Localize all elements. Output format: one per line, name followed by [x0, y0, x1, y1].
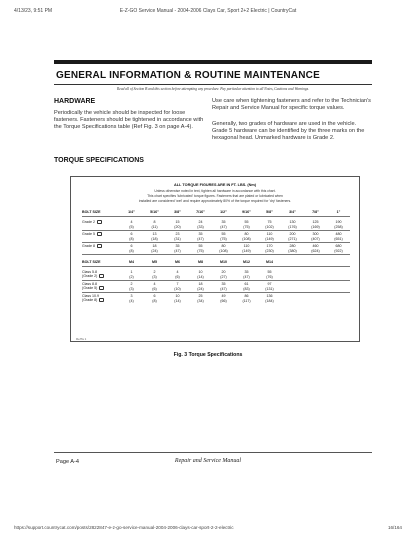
- hardware-left-text: Periodically the vehicle should be inspected for loose fasteners. Fasteners should be tightened in accordance with the Torque Specifications table (Ref Fig. 3 on page A-4).: [54, 110, 204, 131]
- table-cell: 35 (47): [174, 244, 181, 253]
- table-cell: 35 (47): [220, 220, 227, 229]
- table-cell: 190 (258): [334, 220, 343, 229]
- bolt-head-icon: [97, 244, 102, 248]
- print-page-title: E-Z-GO Service Manual - 2004-2006 Clays Car, Sport 2+2 Electric | CountryCat: [119, 8, 297, 14]
- table-cell: 13 (18): [151, 232, 158, 241]
- torque-table-line-3: installed are considered 'wet' and require approximately 80% of the torque required for 'dry' fasteners.: [138, 199, 292, 203]
- table-cell: 35 (47): [197, 232, 204, 241]
- column-header: M4: [129, 260, 134, 264]
- table-cell: 110 (149): [242, 244, 251, 253]
- table-cell: 3 (4): [129, 294, 134, 303]
- table-cell: 280 (380): [288, 244, 297, 253]
- table-cell: 80 (108): [242, 232, 251, 241]
- row-label: Grade 2: [82, 220, 120, 224]
- row-label: Class 5.8 (Grade 2): [82, 270, 120, 278]
- table-cell: 86 (117): [242, 294, 251, 303]
- table-cell: 75 (102): [265, 220, 274, 229]
- table-cell: 97 (131): [265, 282, 274, 291]
- table-cell: 55 (75): [220, 232, 227, 241]
- section-title: GENERAL INFORMATION & ROUTINE MAINTENANCE: [56, 70, 320, 81]
- bolt-head-icon: [99, 286, 104, 290]
- table-cell: 2 (3): [152, 270, 157, 279]
- table-row: [82, 220, 350, 229]
- row-divider: [82, 292, 350, 293]
- metric-header-row: [82, 260, 350, 265]
- table-cell: 23 (31): [174, 232, 181, 241]
- table-cell: 6 (8): [129, 232, 134, 241]
- table-cell: 460 (624): [311, 244, 320, 253]
- column-header: M14: [266, 260, 273, 264]
- bolt-head-icon: [97, 220, 102, 224]
- hardware-right-text-1: Use care when tightening fasteners and refer to the Technician's Repair and Service Manual for specific torque values.: [212, 98, 371, 112]
- hardware-heading: HARDWARE: [54, 98, 96, 105]
- torque-table-line-2: This chart specifies 'lubricated' torque figures. Fasteners that are plated or lubricated when: [147, 194, 283, 198]
- table-cell: 15 (20): [174, 220, 181, 229]
- table-row: [82, 232, 350, 241]
- table-row: [82, 244, 350, 253]
- metric-header-rule: [82, 266, 350, 267]
- footer-divider: [54, 452, 372, 453]
- row-label: Class 10.9 (Grade 8): [82, 294, 120, 302]
- table-cell: 6 (8): [152, 294, 157, 303]
- print-page-count: 16/164: [387, 525, 402, 530]
- table-cell: 4 (6): [152, 282, 157, 291]
- table-cell: 110 (149): [265, 232, 274, 241]
- column-header: M6: [175, 260, 180, 264]
- table-cell: 4 (6): [175, 270, 180, 279]
- print-url: https://support.countrycat.com/posts/2822847-e-z-go-service-manual-2004-2006-clays-car-sport-2-2-electric: [14, 525, 234, 530]
- table-cell: 55 (75): [197, 244, 204, 253]
- row-label: Grade 5: [82, 232, 120, 236]
- column-header: 3/4": [289, 210, 296, 214]
- table-cell: 35 (47): [220, 282, 227, 291]
- column-header: 5/16": [150, 210, 159, 214]
- row-label: Grade 8: [82, 244, 120, 248]
- table-cell: 8 (11): [151, 220, 158, 229]
- table-ref-code: RefTa 1: [76, 337, 87, 341]
- row-label: Class 8.8 (Grade 5): [82, 282, 120, 290]
- table-cell: 480 (651): [334, 232, 343, 241]
- column-header: M10: [220, 260, 227, 264]
- section-top-bar: [54, 60, 372, 64]
- table-cell: 55 (76): [266, 270, 273, 279]
- print-datetime: 4/13/23, 9:51 PM: [14, 8, 53, 14]
- column-header: 1/2": [220, 210, 227, 214]
- table-cell: 35 (47): [243, 270, 250, 279]
- imperial-header-row: [82, 210, 350, 215]
- table-cell: 20 (27): [220, 270, 227, 279]
- imperial-header-rule: [82, 216, 350, 217]
- column-header: M12: [243, 260, 250, 264]
- bolt-head-icon: [99, 298, 104, 302]
- hardware-right-text-2: Generally, two grades of hardware are used in the vehicle. Grade 5 hardware can be identified by the three marks on the hexagonal head. Unmarked hardware is Grade 2.: [212, 121, 365, 142]
- column-header: 9/16": [242, 210, 251, 214]
- table-cell: 125 (169): [311, 220, 320, 229]
- table-cell: 18 (24): [151, 244, 158, 253]
- print-header: [14, 8, 402, 14]
- column-header: BOLT SIZE: [82, 260, 101, 264]
- column-header: 7/8": [312, 210, 319, 214]
- column-header: BOLT SIZE: [82, 210, 101, 214]
- table-cell: 49 (66): [220, 294, 227, 303]
- table-cell: 61 (83): [243, 282, 250, 291]
- column-header: 3/8": [174, 210, 181, 214]
- bolt-head-icon: [97, 232, 102, 236]
- table-cell: 136 (184): [265, 294, 274, 303]
- torque-table: [82, 210, 350, 334]
- row-divider: [82, 242, 350, 243]
- table-cell: 24 (33): [197, 220, 204, 229]
- column-header: 5/8": [266, 210, 273, 214]
- table-cell: 130 (176): [288, 220, 297, 229]
- column-header: 1": [336, 210, 341, 214]
- table-cell: 10 (14): [197, 270, 204, 279]
- figure-caption: Fig. 3 Torque Specifications: [173, 352, 243, 358]
- table-cell: 7 (10): [174, 282, 181, 291]
- row-divider: [82, 280, 350, 281]
- table-cell: 2 (3): [129, 282, 134, 291]
- table-cell: 80 (108): [219, 244, 228, 253]
- row-divider: [82, 230, 350, 231]
- manual-title: Repair and Service Manual: [174, 458, 242, 464]
- table-cell: 25 (34): [197, 294, 204, 303]
- table-cell: 6 (8): [129, 244, 134, 253]
- table-cell: 680 (922): [334, 244, 343, 253]
- torque-table-title: ALL TORQUE FIGURES ARE IN FT. LBS. (Nm): [174, 183, 256, 187]
- torque-heading: TORQUE SPECIFICATIONS: [54, 157, 144, 164]
- table-cell: 55 (75): [243, 220, 250, 229]
- table-cell: 18 (24): [197, 282, 204, 291]
- row-divider: [82, 254, 350, 255]
- table-cell: 10 (14): [174, 294, 181, 303]
- table-cell: 1 (2): [129, 270, 134, 279]
- table-cell: 300 (407): [311, 232, 320, 241]
- torque-table-line-1: Unless otherwise noted in text, tighten all hardware in accordance with this chart.: [154, 189, 276, 193]
- table-cell: 4 (5): [129, 220, 134, 229]
- table-cell: 200 (271): [288, 232, 297, 241]
- table-row: [82, 282, 350, 291]
- column-header: M5: [152, 260, 157, 264]
- print-footer: [14, 525, 402, 530]
- table-cell: 170 (230): [265, 244, 274, 253]
- table-row: [82, 294, 350, 303]
- page-number: Page A-4: [56, 459, 80, 465]
- column-header: 1/4": [128, 210, 135, 214]
- bolt-head-icon: [99, 274, 104, 278]
- table-row: [82, 270, 350, 279]
- section-divider: [54, 84, 372, 85]
- column-header: 7/16": [196, 210, 205, 214]
- section-note: Read all of Section B and this section before attempting any procedure. Pay particular attention to all Notes, Cautions and Warnings.: [116, 87, 309, 91]
- column-header: M8: [198, 260, 203, 264]
